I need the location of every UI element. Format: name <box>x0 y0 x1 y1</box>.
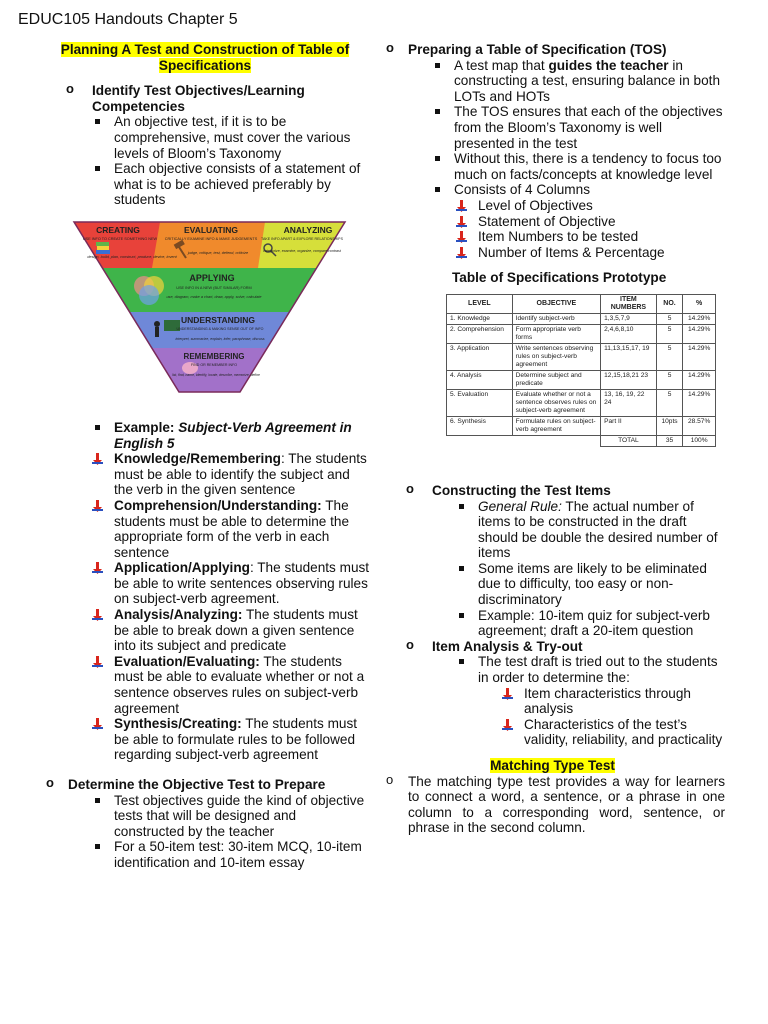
level-label: Comprehension/Understanding: <box>114 497 322 513</box>
level-sep: : <box>280 451 289 467</box>
tos-cell: 28.57% <box>683 416 716 435</box>
tos-cell: 5 <box>656 370 683 389</box>
applying-sub: USE INFO IN A NEW (BUT SIMILAR) FORM <box>176 285 252 290</box>
arrow-bullet-icon <box>456 200 467 212</box>
tos-cell: 2. Comprehension <box>447 324 513 343</box>
creating-sub: USE INFO TO CREATE SOMETHING NEW <box>82 236 158 241</box>
matching-paragraph: o The matching type test provides a way for learners to connect a word, a sentence, or a phrase in one column to a corresponding word, sentence, or phrase in the second column. <box>380 774 725 836</box>
blooms-pyramid <box>40 220 370 416</box>
example-line <box>40 420 370 451</box>
tos-bullet <box>380 58 725 105</box>
applying-label: APPLYING <box>189 272 235 283</box>
arrow-bullet-icon <box>92 453 103 465</box>
column-item <box>380 198 725 214</box>
tos-cell: 14.29% <box>683 370 716 389</box>
table-row <box>447 389 716 416</box>
tos-total-label: TOTAL <box>601 435 657 446</box>
creating-verbs: design, build, plan, construct, produce, device, invent <box>87 254 177 259</box>
understanding-sub: UNDERSTANDING & MAKING SENSE OUT OF INFO <box>176 326 264 331</box>
objectives-bullet: Each objective consists of a statement of what is to be achieved preferably by students <box>40 161 370 208</box>
item-analysis-subitem-label: Item characteristics through analysis <box>524 685 691 717</box>
column-item-label: Level of Objectives <box>478 197 593 213</box>
section-title <box>40 42 370 73</box>
tos-bullet-bold: guides the teacher <box>548 57 669 73</box>
tos-cell: 5 <box>656 324 683 343</box>
tos-cell: Part II <box>601 416 657 435</box>
tos-cell: 4. Analysis <box>447 370 513 389</box>
tos-cell: 1,3,5,7,9 <box>601 313 657 324</box>
tos-header-cell: ITEM NUMBERS <box>601 294 657 313</box>
creating-label: CREATING <box>96 224 140 235</box>
analyzing-sub: TAKE INFO APART & EXPLORE RELATIONSHIPS <box>261 236 343 241</box>
arrow-bullet-icon <box>502 719 513 731</box>
tos-cell: 14.29% <box>683 389 716 416</box>
level-item <box>40 451 370 498</box>
tos-total-no: 35 <box>656 435 683 446</box>
tos-cell: 14.29% <box>683 343 716 370</box>
tos-heading: o Preparing a Table of Specification (TOS) <box>380 42 725 58</box>
arrow-bullet-icon <box>92 500 103 512</box>
arrow-bullet-icon <box>92 656 103 668</box>
item-analysis-heading: o Item Analysis & Try-out <box>380 639 725 655</box>
tos-cell: 10pts <box>656 416 683 435</box>
item-analysis-subitem <box>380 686 725 717</box>
table-row <box>447 343 716 370</box>
level-text: The students must be able to identify the subject and the verb in the given sentence <box>114 451 367 498</box>
tos-bullet-text: A test map that <box>454 57 549 73</box>
table-row <box>447 416 716 435</box>
constructing-bullet: Example: 10-item quiz for subject-verb agreement; draft a 20-item question <box>380 608 725 639</box>
tos-cell: 2,4,6,8,10 <box>601 324 657 343</box>
tos-cell: 5 <box>656 389 683 416</box>
arrow-bullet-icon <box>92 718 103 730</box>
level-label: Application/Applying <box>114 560 250 576</box>
arrow-bullet-icon <box>502 688 513 700</box>
arrow-bullet-icon <box>456 216 467 228</box>
understanding-label: UNDERSTANDING <box>181 314 255 325</box>
level-text: The students must be able to evaluate whether or not a sentence observes rules on subject-verb agreement <box>114 653 365 716</box>
level-item <box>40 716 370 763</box>
level-label: Knowledge/Remembering <box>114 451 281 467</box>
tos-cell: 14.29% <box>683 324 716 343</box>
understanding-verbs: interpret, summarize, explain, infer, paraphrase, discuss <box>175 336 265 341</box>
tos-cell: 13, 16, 19, 22 24 <box>601 389 657 416</box>
tos-cell: 5 <box>656 313 683 324</box>
column-item-label: Statement of Objective <box>478 213 616 229</box>
table-row <box>447 313 716 324</box>
remembering-verbs: list, find, name, identify, locate, describe, memorize, define <box>172 372 260 377</box>
tos-table <box>446 294 716 447</box>
tos-total-row <box>447 435 716 446</box>
column-item-label: Item Numbers to be tested <box>478 229 639 245</box>
tos-cell: Formulate rules on subject-verb agreement <box>512 416 600 435</box>
tos-cell: 6. Synthesis <box>447 416 513 435</box>
level-label: Synthesis/Creating: <box>114 716 242 732</box>
level-text: The students must be able to write sentences observing rules on subject-verb agreement. <box>114 560 370 607</box>
matching-title-text: Matching Type Test <box>490 758 615 773</box>
right-column <box>380 42 725 836</box>
column-item-label: Number of Items & Percentage <box>478 244 665 260</box>
level-item <box>40 654 370 716</box>
level-item <box>40 560 370 607</box>
page-header: EDUC105 Handouts Chapter 5 <box>18 11 238 28</box>
tos-cell: 3. Application <box>447 343 513 370</box>
arrow-bullet-icon <box>92 562 103 574</box>
general-rule-text: The actual number of items to be constructed in the draft should be double the desired number of items <box>478 498 718 561</box>
level-item <box>40 498 370 560</box>
item-analysis-bullet: The test draft is tried out to the students in order to determine the: <box>380 654 725 685</box>
applying-verbs: use, diagram, make a chart, draw, apply, solve, calculate <box>166 294 262 299</box>
tos-cell: Write sentences observing rules on subject-verb agreement <box>512 343 600 370</box>
tos-cell: 1. Knowledge <box>447 313 513 324</box>
level-label: Analysis/Analyzing: <box>114 607 243 623</box>
item-analysis-subitem-label: Characteristics of the test’s validity, reliability, and practicality <box>524 716 723 748</box>
levels-list <box>40 451 370 763</box>
determine-bullet: For a 50-item test: 30-item MCQ, 10-item identification and 10-item essay <box>40 839 370 870</box>
tos-header-cell: OBJECTIVE <box>512 294 600 313</box>
tos-bullet: The TOS ensures that each of the objectives from the Bloom’s Taxonomy is well presented in the test <box>380 104 725 151</box>
column-item <box>380 245 725 261</box>
remembering-sub: FIND OR REMEMBER INFO <box>190 362 238 367</box>
tos-header-cell: % <box>683 294 716 313</box>
level-text: The students must be able to break down a given sentence into its subject and predicate <box>114 607 358 654</box>
level-sep: : <box>249 560 258 576</box>
arrow-bullet-icon <box>456 247 467 259</box>
tos-bullet: Without this, there is a tendency to focus too much on facts/concepts at knowledge level <box>380 151 725 182</box>
general-rule-label: General Rule: <box>478 498 562 514</box>
evaluating-label: EVALUATING <box>184 224 238 235</box>
objectives-heading: o Identify Test Objectives/Learning Competencies <box>40 83 370 114</box>
constructing-bullet: Some items are likely to be eliminated due to difficulty, too easy or non-discriminatory <box>380 561 725 608</box>
tos-cell: Form appropriate verb forms <box>512 324 600 343</box>
tos-table-header-row <box>447 294 716 313</box>
tos-total-pct: 100% <box>683 435 716 446</box>
remembering-label: REMEMBERING <box>183 351 245 361</box>
tos-cell: 11,13,15,17, 19 <box>601 343 657 370</box>
item-analysis-subitem <box>380 717 725 748</box>
section-title-text: Planning A Test and Construction of Table of Specifications <box>60 42 350 73</box>
column-item <box>380 214 725 230</box>
analyzing-verbs: categorize, examine, organize, compare/contrast <box>263 248 341 253</box>
tos-cell: 5. Evaluation <box>447 389 513 416</box>
level-text: The students must be able to formulate rules to be followed regarding subject-verb agreement <box>114 716 358 763</box>
level-item <box>40 607 370 654</box>
item-analysis-sublist <box>380 686 725 748</box>
objectives-bullet: An objective test, if it is to be comprehensive, must cover the various levels of Bloom’s Taxonomy <box>40 114 370 161</box>
books-icon <box>96 242 110 254</box>
level-label: Evaluation/Evaluating: <box>114 653 260 669</box>
tos-table-wrap <box>380 294 725 447</box>
constructing-heading: o Constructing the Test Items <box>380 483 725 499</box>
arrow-bullet-icon <box>92 609 103 621</box>
determine-bullet: Test objectives guide the kind of objective tests that will be designed and constructed by the teacher <box>40 793 370 840</box>
blooms-pyramid-figure <box>40 220 370 416</box>
tos-header-cell: NO. <box>656 294 683 313</box>
tos-cell: 14.29% <box>683 313 716 324</box>
tos-table-body <box>447 313 716 446</box>
table-row <box>447 370 716 389</box>
determine-heading: o Determine the Objective Test to Prepare <box>40 777 370 793</box>
tos-cell: Evaluate whether or not a sentence observes rules on subject-verb agreement <box>512 389 600 416</box>
example-prefix: Example: <box>114 419 179 435</box>
columns-list <box>380 198 725 260</box>
table-row <box>447 324 716 343</box>
tos-cell: 12,15,18,21 23 <box>601 370 657 389</box>
example-text: Subject-Verb Agreement in English 5 <box>114 419 352 451</box>
analyzing-label: ANALYZING <box>283 224 333 235</box>
left-column <box>40 42 370 871</box>
constructing-bullet <box>380 499 725 561</box>
matching-title <box>380 758 725 774</box>
tos-bullet-text: in constructing a test, ensuring balance in both LOTs and HOTs <box>454 57 721 104</box>
evaluating-sub: CRITICALLY EXAMINE INFO & MAKE JUDGEMENTS <box>164 236 258 241</box>
prototype-title: Table of Specifications Prototype <box>452 270 667 286</box>
arrow-bullet-icon <box>456 231 467 243</box>
tos-header-cell: LEVEL <box>447 294 513 313</box>
tos-cell: Identify subject-verb <box>512 313 600 324</box>
column-item <box>380 229 725 245</box>
evaluating-verbs: judge, critique, test, defend, criticize <box>187 250 249 255</box>
tos-cell: 5 <box>656 343 683 370</box>
tos-cell: Determine subject and predicate <box>512 370 600 389</box>
tos-bullet: Consists of 4 Columns <box>380 182 725 198</box>
level-text: The students must be able to determine the appropriate form of the verb in each sentence <box>114 497 350 560</box>
